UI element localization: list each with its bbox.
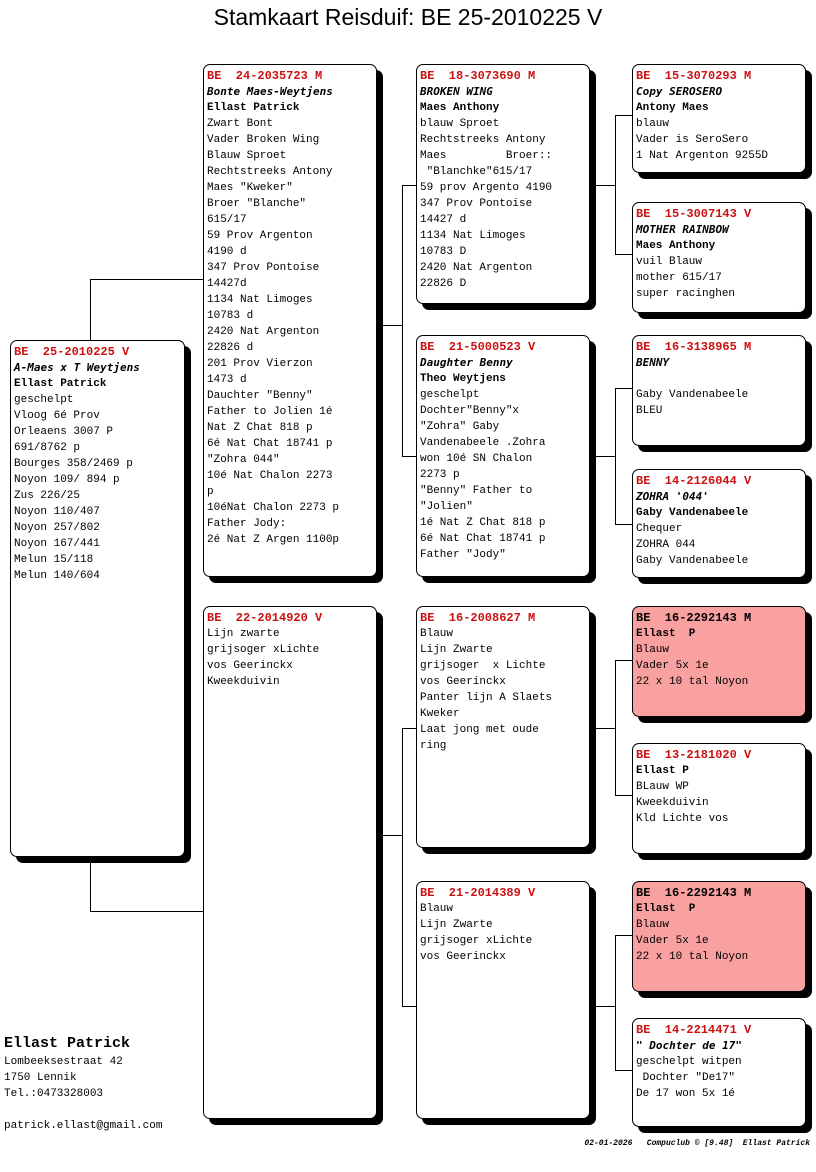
pigeon-name: A-Maes x T Weytjens [14,361,140,374]
footer: 02-01-2026 Compuclub © [9.48] Ellast Patrick [584,1139,810,1148]
pigeon-owner: Gaby Vandenabeele [636,507,749,519]
connector [615,115,632,116]
breeder-phone: Tel.:0473328003 [4,1088,104,1100]
pigeon-card-mother[interactable] [203,606,377,1119]
pigeon-card-fmm[interactable] [632,469,806,578]
breeder-street: Lombeeksestraat 42 [4,1056,123,1068]
pigeon-card-mm[interactable] [416,881,590,1119]
connector [402,728,403,1007]
pigeon-info: BLauw WP Kweekduivin Kld Lichte vos [636,781,729,825]
connector [615,115,616,254]
connector [615,254,632,255]
connector [595,185,615,186]
ring-number: BE 14-2126044 V [636,474,752,488]
pigeon-card-father[interactable] [203,64,377,577]
pigeon-info: blauw Vader is SeroSero 1 Nat Argenton 9255D [636,118,769,162]
pigeon-info: Gaby Vandenabeele BLEU [636,389,749,417]
ring-number: BE 16-2292143 M [636,611,752,625]
ring-number: BE 16-2292143 M [636,886,752,900]
connector [402,185,403,456]
pigeon-card-main[interactable] [10,340,185,857]
pigeon-info: Chequer ZOHRA 044 Gaby Vandenabeele [636,523,749,567]
pigeon-card-mmm[interactable] [632,1018,806,1127]
pigeon-card-ffm[interactable] [632,202,806,313]
pigeon-owner: Maes Anthony [636,240,716,252]
pigeon-name: Daughter Benny [420,356,513,369]
ring-number: BE 15-3007143 V [636,207,752,221]
connector [595,456,615,457]
pigeon-name: " Dochter de 17" [636,1039,742,1052]
pigeon-info: Blauw Vader 5x 1e 22 x 10 tal Noyon [636,644,749,688]
connector [595,1006,615,1007]
pigeon-card-fff[interactable] [632,64,806,173]
connector [615,388,632,389]
pigeon-info: Blauw Lijn Zwarte grijsoger x Lichte vos Geerinckx Panter lijn A Slaets Kweker Laat jong met oude ring [420,628,553,752]
pigeon-info: geschelpt Vloog 6é Prov Orleaens 3007 P 691/8762 p Bourges 358/2469 p Noyon 109/ 894 p Zus 226/25 Noyon 110/407 Noyon 257/802 Noyon 167/441 Melun 15/118 Melun 140/604 [14,394,133,582]
connector [615,660,616,795]
pigeon-name: BROKEN WING [420,85,493,98]
ring-number: BE 21-2014389 V [420,886,536,900]
pigeon-info: geschelpt witpen Dochter "De17" De 17 won 5x 1é [636,1056,742,1100]
connector [595,728,615,729]
connector [615,935,632,936]
ring-number: BE 14-2214471 V [636,1023,752,1037]
pigeon-owner: Ellast P [636,765,689,777]
pigeon-card-fm[interactable] [416,335,590,577]
pigeon-name: MOTHER RAINBOW [636,223,729,236]
ring-number: BE 25-2010225 V [14,345,130,359]
connector [402,456,417,457]
pigeon-info: geschelpt Dochter"Benny"x "Zohra" Gaby Vandenabeele .Zohra won 10é SN Chalon 2273 p "Benny" Father to "Jolien" 1é Nat Z Chat 818 p 6é Nat Chat 18741 p Father "Jody" [420,389,546,561]
pigeon-card-mmf[interactable] [632,881,806,992]
connector [402,1006,417,1007]
ring-number: BE 13-2181020 V [636,748,752,762]
pigeon-owner: Ellast Patrick [207,102,300,114]
pigeon-owner: Antony Maes [636,102,709,114]
connector [615,524,632,525]
connector [402,728,417,729]
connector [615,1070,632,1071]
ring-number: BE 16-2008627 M [420,611,536,625]
connector [402,185,417,186]
pigeon-name: Bonte Maes-Weytjens [207,85,333,98]
pigeon-name: BENNY [636,356,670,369]
pigeon-info: blauw Sproet Rechtstreeks Antony Maes Broer:: "Blanchke"615/17 59 prov Argento 4190 347 Prov Pontoise 14427 d 1134 Nat Limoges 10783 D 2420 Nat Argenton 22826 D [420,118,553,290]
pigeon-name: Copy SEROSERO [636,85,723,98]
pigeon-info: vuil Blauw mother 615/17 super racinghen [636,256,736,300]
pigeon-owner: Maes Anthony [420,102,500,114]
ring-number: BE 24-2035723 M [207,69,323,83]
pigeon-owner: Ellast Patrick [14,378,107,390]
pigeon-card-mf[interactable] [416,606,590,848]
connector [90,857,91,912]
ring-number: BE 21-5000523 V [420,340,536,354]
breeder-email[interactable]: patrick.ellast@gmail.com [4,1120,163,1132]
pigeon-owner: Ellast P [636,903,696,915]
connector [90,279,91,341]
connector [615,795,632,796]
ring-number: BE 15-3070293 M [636,69,752,83]
pigeon-info: Zwart Bont Vader Broken Wing Blauw Sproet Rechtstreeks Antony Maes "Kweker" Broer "Blanche" 615/17 59 Prov Argenton 4190 d 347 Prov Pontoise 14427d 1134 Nat Limoges 10783 d 2420 Nat Argenton 22826 d 201 Prov Vierzon 1473 d Dauchter "Benny" Father to Jolien 1é Nat Z Chat 818 p 6é Nat Chat 18741 p "Zohra 044" 10é Nat Chalon 2273 p 10éNat Chalon 2273 p Father Jody: 2é Nat Z Argen 1100p [207,118,340,546]
connector [382,325,402,326]
connector [382,835,402,836]
ring-number: BE 16-3138965 M [636,340,752,354]
pigeon-info: Blauw Vader 5x 1e 22 x 10 tal Noyon [636,919,749,963]
connector [615,935,616,1070]
pigeon-card-mff[interactable] [632,606,806,717]
pigeon-info: Blauw Lijn Zwarte grijsoger xLichte vos Geerinckx [420,903,533,963]
pigeon-card-ff[interactable] [416,64,590,304]
pigeon-card-mfm[interactable] [632,743,806,854]
breeder-city: 1750 Lennik [4,1072,77,1084]
page-title: Stamkaart Reisduif: BE 25-2010225 V [213,4,603,30]
pigeon-owner: Ellast P [636,628,696,640]
breeder-name: Ellast Patrick [4,1035,131,1052]
ring-number: BE 22-2014920 V [207,611,323,625]
connector [615,388,616,524]
connector [615,660,632,661]
pigeon-name: ZOHRA '044' [636,490,709,503]
connector [90,911,204,912]
pigeon-card-fmf[interactable] [632,335,806,446]
connector [90,279,204,280]
breeder-info [4,1034,162,1134]
pigeon-owner: Theo Weytjens [420,373,506,385]
pigeon-info: Lijn zwarte grijsoger xLichte vos Geerinckx Kweekduivin [207,628,320,688]
ring-number: BE 18-3073690 M [420,69,536,83]
